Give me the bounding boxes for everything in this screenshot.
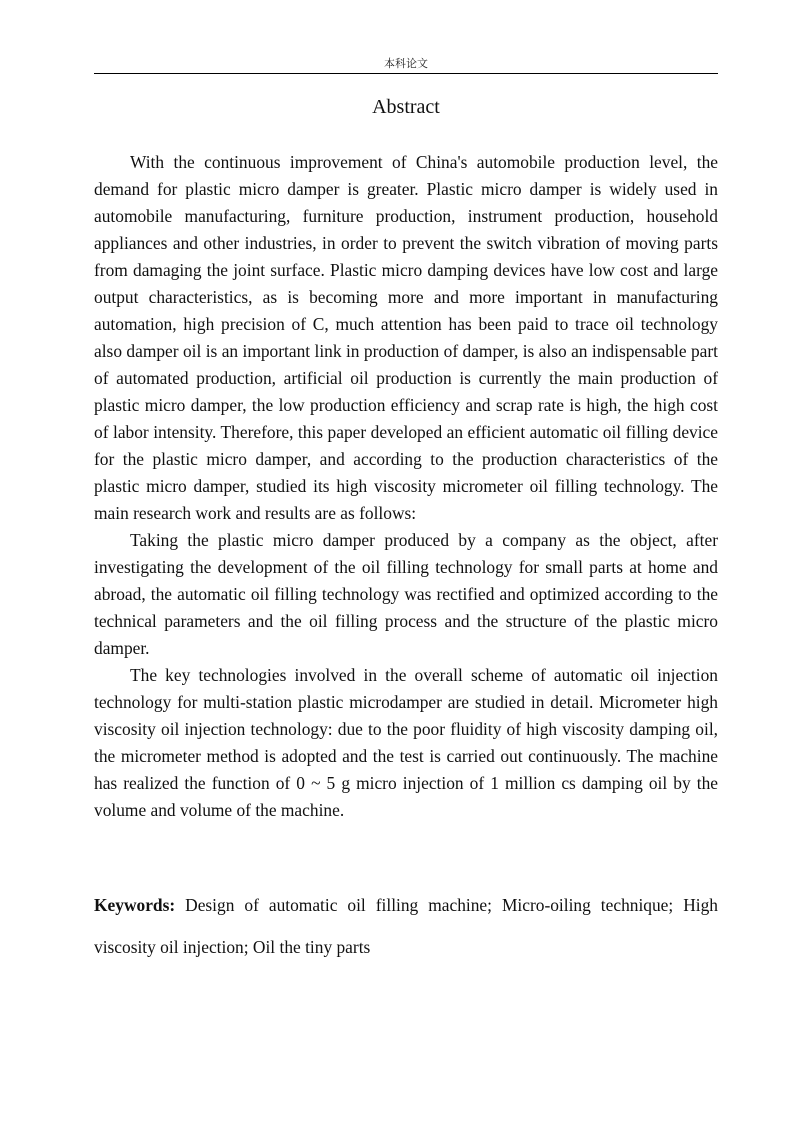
abstract-paragraph-3: The key technologies involved in the overall scheme of automatic oil injection technology for multi-station plastic microdamper are studied in detail. Micrometer high viscosity oil injection technology: due to the poor fluidity of high viscosity damping oil, the micrometer method is adopted and the test is carried out continuously. The machine has realized the function of 0 ~ 5 g micro injection of 1 million cs damping oil by the volume and volume of the machine. (94, 665, 718, 820)
abstract-paragraph-2: Taking the plastic micro damper produced by a company as the object, after investigating the development of the oil filling technology for small parts at home and abroad, the automatic oil filling technology was rectified and optimized according to the technical parameters and the oil filling process and the structure of the plastic micro damper. (94, 530, 718, 658)
header-rule (94, 73, 718, 74)
abstract-title: Abstract (372, 96, 440, 118)
abstract-paragraph-1: With the continuous improvement of China's automobile production level, the demand for plastic micro damper is greater. Plastic micro damper is widely used in automobile manufacturing, furniture production, instrument production, household appliances and other industries, in order to prevent the switch vibration of moving parts from damaging the joint surface. Plastic micro damping devices have low cost and large output characteristics, as is becoming more and more important in manufacturing automation, high precision of C, much attention has been paid to trace oil technology also damper oil is an important link in production of damper, is also an indispensable part of automated production, artificial oil production is currently the main production of plastic micro damper, the low production efficiency and scrap rate is high, the high cost of labor intensity. Therefore, this paper developed an efficient automatic oil filling device for the plastic micro damper, and according to the production characteristics of the plastic micro damper, studied its high viscosity micrometer oil filling technology. The main research work and results are as follows: (94, 152, 718, 523)
keywords-label: Keywords: (94, 895, 176, 915)
running-header: 本科论文 (384, 57, 428, 70)
keywords-text: Design of automatic oil filling machine; Micro-oiling technique; High viscosity oil injection; Oil the tiny parts (94, 895, 718, 957)
abstract-body (94, 149, 718, 824)
keywords-line (94, 884, 718, 968)
